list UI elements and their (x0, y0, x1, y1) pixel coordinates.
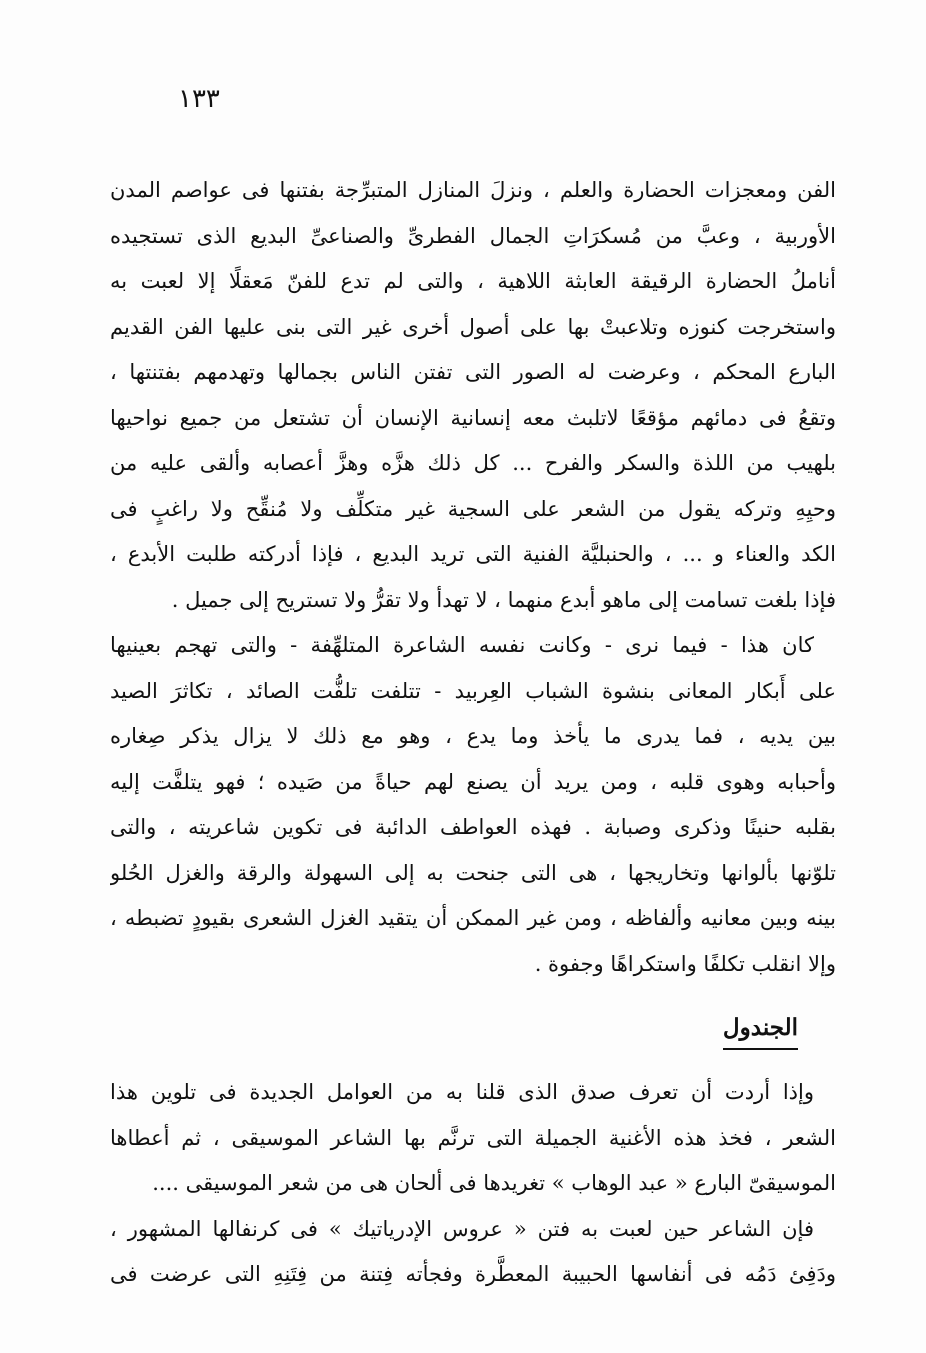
body-text-section-two (110, 1070, 836, 1298)
body-text-section-one (110, 168, 836, 987)
text-line: بينه وبين معانيه وألفاظه ، ومن غير الممكن أن يتقيد الغزل الشعرى بقيودٍ تضبطه ، (110, 906, 836, 930)
text-line: وإذا أردت أن تعرف صدق الذى قلنا به من العوامل الجديدة فى تلوين هذا (110, 1080, 814, 1104)
text-line: الشعر ، فخذ هذه الأغنية الجميلة التى ترنَّم بها الشاعر الموسيقى ، ثم أعطاها (110, 1125, 836, 1150)
text-line: تلوّنها بألوانها وتخاريجها ، هى التى جنحت به إلى السهولة والرقة والغزل الحُلو (110, 860, 836, 885)
text-line: وحيِهِ وتركه يقول من الشعر على السجية غير متكلِّف ولا مُنقِّح ولا راغبٍ فى (110, 496, 836, 521)
section-heading: الجندول (723, 1010, 798, 1050)
text-line: فإذا بلغت تسامت إلى ماهو أبدع منهما ، لا تهدأ ولا تقرُّ ولا تستريح إلى جميل . (171, 587, 836, 612)
text-line: الموسيقىّ البارع « عبد الوهاب » تغريدها فى ألحان هى من شعر الموسيقى .... (152, 1171, 836, 1195)
text-line: وإلا انقلب تكلفًا واستكراهًا وجفوة . (534, 951, 836, 976)
text-line: البارع المحكم ، وعرضت له الصور التى تفتن الناس بجمالها وتهدمهم بفتنتها ، (110, 360, 836, 384)
text-line: ودَفِئ دَمُه فى أنفاسها الحبيبة المعطَّرة وفجأته فِتنة من فِتَنِهِ التى عرضت فى (110, 1262, 836, 1286)
text-line: وأحبابه وهوى قلبه ، ومن يريد أن يصنع لهم حياةً من صَيده ؛ فهو يتلفَّت إليه (110, 769, 836, 794)
text-line: الفن ومعجزات الحضارة والعلم ، ونزلَ المنازل المتبرِّجة بفتنها فى عواصم المدن (110, 178, 836, 202)
text-line: الكد والعناء و ... ، والحنبليَّة الفنية التى تريد البديع ، فإذا أدركته طلبت الأبدع ، (110, 542, 836, 566)
text-line: بين يديه ، فما يدرى ما يأخذ وما يدع ، وهو مع ذلك لا يزال يذكر صِغاره (110, 724, 836, 748)
text-line: على أَبكار المعانى بنشوة الشباب العِربيد - تتلفت تلفُّت الصائد ، تكاثرَ الصيد (110, 678, 836, 703)
text-line: واستخرجت كنوزه وتلاعبتْ بها على أصول أخرى غير التى بنى عليها الفن القديم (110, 314, 836, 339)
text-line: فإن الشاعر حين لعبت به فتن « عروس الإدرياتيك » فى كرنفالها المشهور ، (110, 1216, 814, 1241)
text-line: بقلبه حنينًا وذكرى وصبابة . فهذه العواطف الدائبة فى تكوين شاعريته ، والتى (110, 815, 836, 839)
page-number: ١٣٣ (178, 84, 220, 114)
text-line: وتقعُ فى دمائهم مؤقعًا لاتلبث معه إنسانية الإنسان أن تشتعل من جميع نواحيها (110, 405, 836, 430)
text-line: الأوربية ، وعبَّ من مُسكرَاتِ الجمال الفطرىِّ والصناعىِّ البديع الذى تستجيده (110, 223, 836, 248)
text-line: أناملُ الحضارة الرقيقة العابثة اللاهية ، والتى لم تدع للفنّ مَعقلًا إلا لعبت به (110, 269, 836, 293)
text-line: كان هذا - فيما نرى - وكانت نفسه الشاعرة المتلهِّفة - والتى تهجم بعينيها (110, 633, 814, 657)
text-line: بلهيب من اللذة والسكر والفرح ... كل ذلك هزَّه وهزَّ أعصابه وألقى عليه من (110, 451, 836, 475)
